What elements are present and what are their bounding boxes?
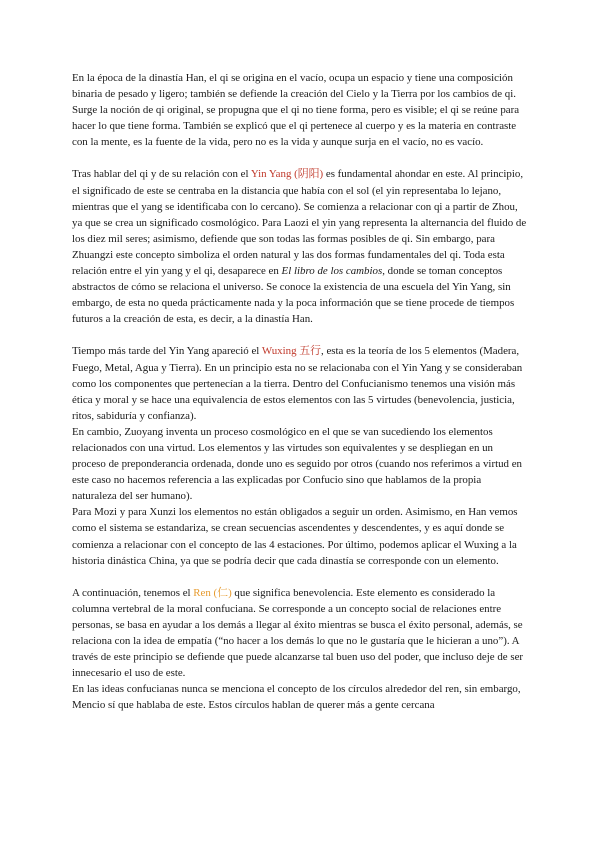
paragraph-zuoyang: En cambio, Zuoyang inventa un proceso cosmológico en el que se van sucediendo los elementos relacionados con una virtud. Los elementos y las virtudes son equivalentes y se despliegan en un proceso de preponderancia ordenada, donde uno es seguido por otros (cuando nos referimos a virtud en este caso no hacemos referencia a las explicadas por Confucio sino que hablamos de la propia naturaleza del ser humano).: [72, 425, 522, 503]
paragraph-text: es fundamental ahondar en este. Al principio, el significado de este se centraba en la distancia que había con el sol (el yin representaba lo lejano, mientras que el yang se identificaba con lo cercano). Se comienza a relacionar con qi a partir de Zhou, ya que se crea un significado cosmológico. Para Laozi el yin yang representa la alternancia del fluido de los diez mil seres; asimismo, defiende que son todas las formas posibles de qi. Sin embargo, para Zhuangzi este concepto simboliza el orden natural y las dos formas fundamentales del qi. Toda esta relación entre el yin yang y el qi, desaparece en: [72, 168, 527, 278]
paragraph-wuxing: [72, 343, 528, 423]
paragraph-mozi-xunzi: Para Mozi y para Xunzi los elementos no están obligados a seguir un orden. Asimismo, en Han vemos como el sistema se estandariza, se crean secuencias ascendentes y descendentes, y es aquí donde se comienza a relacionar con el concepto de las 4 estaciones. Por último, podemos aplicar el Wuxing a la historia dinástica China, ya que se podría decir que cada dinastía se corresponde con un elemento.: [72, 506, 518, 567]
paragraph-mencio: En las ideas confucianas nunca se menciona el concepto de los círculos alrededor del ren, sin embargo, Mencio sí que hablaba de este. Estos círculos hablan de querer más a gente cercana: [72, 683, 521, 712]
paragraph-han-qi: En la época de la dinastía Han, el qi se origina en el vacío, ocupa un espacio y tiene una composición binaria de pesado y ligero; también se defiende la creación del Cielo y la Tierra por los cambios de qi. Surge la noción de qi original, se propugna que el qi no tiene forma, pero es visible; el qi se reúne para hacer lo que tiene forma. También se explicó que el qi pertenece al cuerpo y es la materia en contraste con la mente, es la fuente de la vida, pero no es la vida y aunque surja en el vacío, no es vacío.: [72, 72, 520, 149]
paragraph-text: Tiempo más tarde del Yin Yang apareció el: [72, 345, 262, 358]
paragraph-text: que significa benevolencia. Este elemento es considerado la columna vertebral de la moral confuciana. Se corresponde a un concepto social de relaciones entre personas, se basa en ayudar a los demás a llegar al éxito mientras se busca el éxito personal, además, se relaciona con la idea de empatía (“no hacer a los demás lo que no le gustaría que le hicieran a uno”). A través de este principio se defiende que puede alcanzarse tal buen uso del poder, que incluso deje de ser innecesario el uso de este.: [72, 586, 524, 680]
paragraph-text: , donde se toman conceptos abstractos de cómo se relaciona el universo. Se conoce la existencia de una escuela del Yin Yang, sin embargo, de esta no queda prácticamente nada y la poca información que se tiene procede de tiempos futuros a la creación de esta, es decir, a la dinastía Han.: [72, 265, 515, 326]
term-wuxing: Wuxing 五行: [261, 345, 322, 358]
term-ren: Ren (仁): [193, 586, 232, 599]
paragraph-ren: [72, 585, 528, 682]
term-yin-yang: Yin Yang (阴阳): [250, 168, 324, 181]
paragraph-text: Tras hablar del qi y de su relación con el: [72, 168, 251, 181]
paragraph-text: , esta es la teoría de los 5 elementos (Madera, Fuego, Metal, Agua y Tierra). En un principio esta no se relacionaba con el Yin Yang y se consideraban como los componentes que pertenecían a la tierra. Dentro del Confucianismo tenemos una visión más ética y moral y se hace una equivalencia de estos elementos con las 5 virtudes (benevolencia, justicia, ritos, sabiduría y confianza).: [72, 345, 523, 422]
paragraph-text: A continuación, tenemos el: [72, 586, 194, 599]
book-title: El libro de los cambios: [281, 265, 383, 278]
paragraph-yin-yang: [72, 166, 528, 327]
